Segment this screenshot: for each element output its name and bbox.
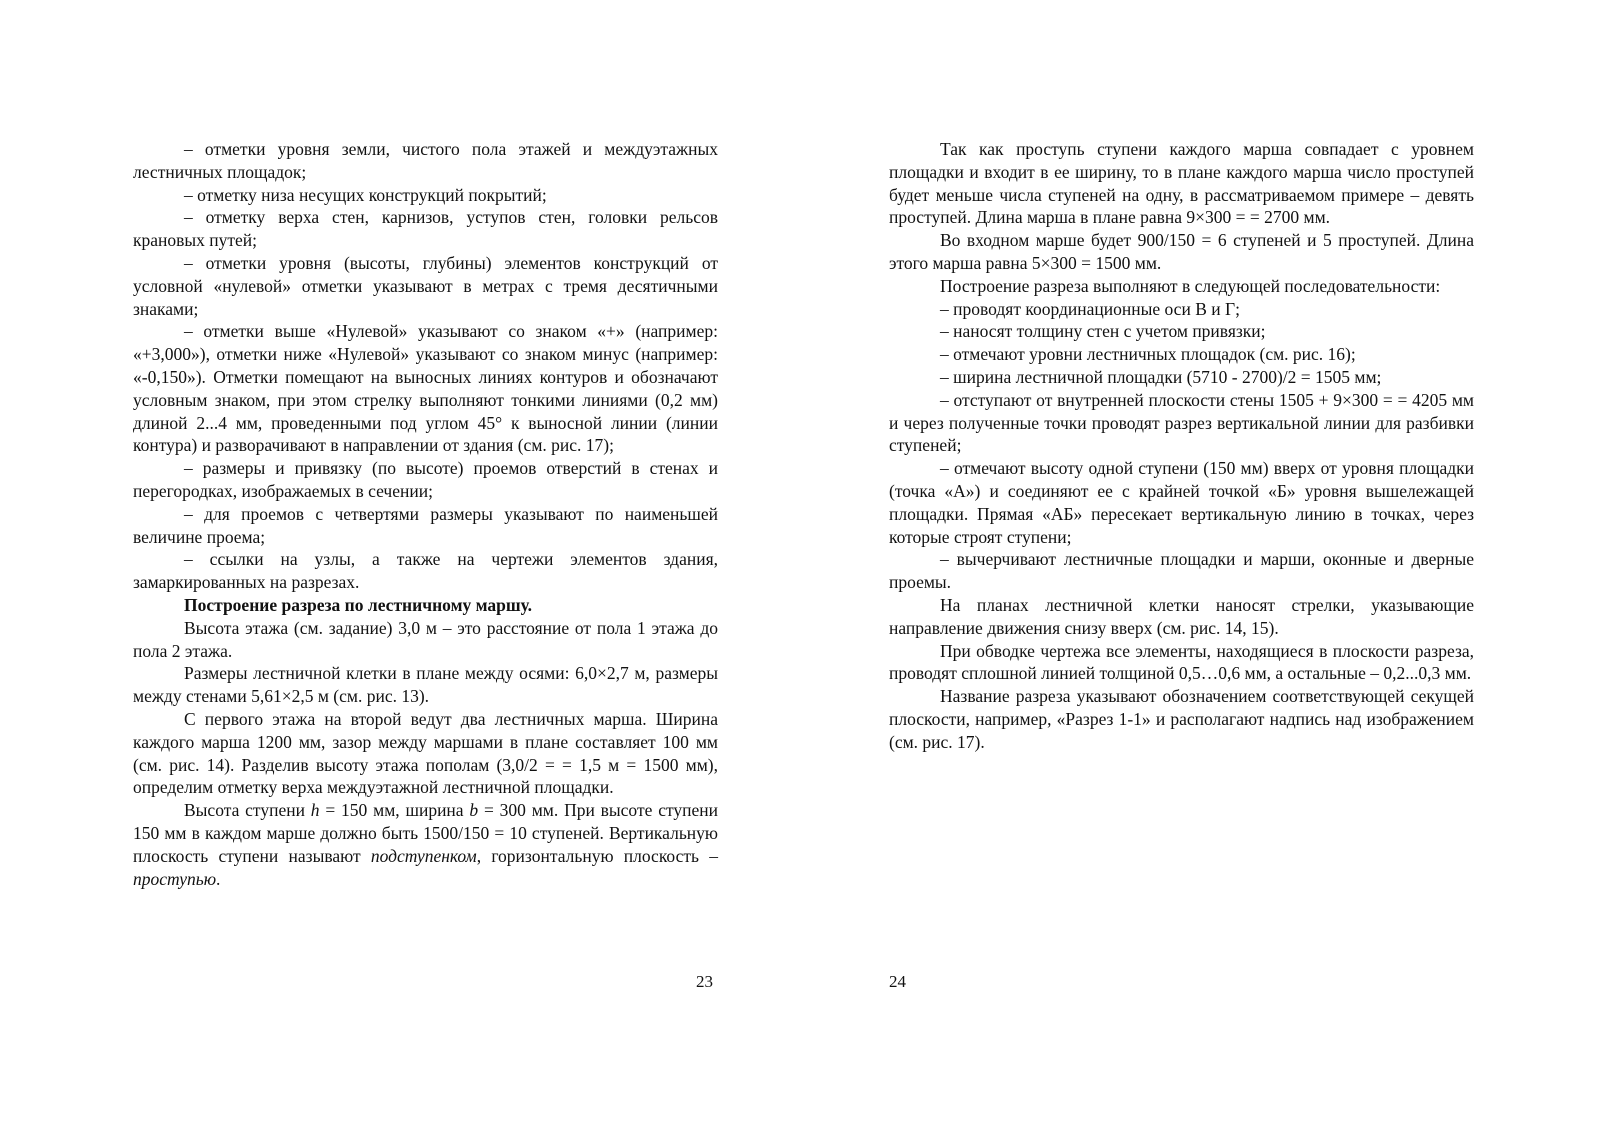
paragraph (133, 799, 718, 890)
paragraph: – для проемов с четвертями размеры указывают по наименьшей величине проема; (133, 503, 718, 547)
paragraph: Название разреза указывают обозначением соответствующей секущей плоскости, например, «Разрез 1-1» и располагают надпись над изображением (см. рис. 17). (889, 686, 1474, 752)
page-number-left: 23 (696, 972, 713, 991)
text-run: = 300 мм. При высоте ступени 150 мм в каждом марше должно быть 1500/150 = 10 ступеней. Вертикальную плоскость ступени называют (133, 800, 718, 866)
list-item: – отмечают высоту одной ступени (150 мм) вверх от уровня площадки (точка «А») и соединяют ее с крайней точкой «Б» уровня вышележащей площадки. Прямая «АБ» пересекает вертикальную линию в точках, через которые строят ступени; (889, 458, 1474, 547)
variable-b: b (469, 800, 479, 821)
list-item: – отступают от внутренней плоскости стены 1505 + 9×300 = = 4205 мм и через полученные точки проводят разрез вертикальной линии для разбивки ступеней; (889, 389, 1474, 456)
paragraph: – размеры и привязку (по высоте) проемов отверстий в стенах и перегородках, изображаемых в сечении; (133, 458, 718, 501)
variable-h: h (310, 800, 320, 821)
text-run: . (216, 868, 221, 889)
paragraph: – отметку верха стен, карнизов, уступов стен, головки рельсов крановых путей; (133, 207, 718, 251)
paragraph: С первого этажа на второй ведут два лестничных марша. Ширина каждого марша 1200 мм, зазор между маршами в плане составляет 100 мм (см. рис. 14). Разделив высоту этажа пополам (3,0/2 = = 1,5 м = 1500 мм), определим отметку верха междуэтажной лестничной площадки. (133, 708, 718, 798)
paragraph: Построение разреза выполняют в следующей последовательности: (940, 275, 1441, 296)
list-item: – наносят толщину стен с учетом привязки; (940, 321, 1266, 342)
term-riser: подступенком (370, 845, 477, 866)
paragraph: При обводке чертежа все элементы, находящиеся в плоскости разреза, проводят сплошной линией толщиной 0,5…0,6 мм, а остальные – 0,2...0,3 мм. (889, 640, 1474, 684)
list-item: – проводят координационные оси В и Г; (940, 298, 1240, 319)
text-run: , горизонтальную плоскость – (476, 845, 719, 866)
list-item: – ширина лестничной площадки (5710 - 2700)/2 = 1505 мм; (940, 366, 1382, 387)
section-heading: Построение разреза по лестничному маршу. (184, 594, 533, 615)
paragraph: Размеры лестничной клетки в плане между осями: 6,0×2,7 м, размеры между стенами 5,61×2,5 м (см. рис. 13). (133, 663, 718, 707)
paragraph: – отметки уровня земли, чистого пола этажей и междуэтажных лестничных площадок; (133, 139, 718, 182)
text-run: = 150 мм, ширина (319, 800, 470, 821)
paragraph: – ссылки на узлы, а также на чертежи элементов здания, замаркированных на разрезах. (133, 549, 718, 593)
paragraph: – отметки выше «Нулевой» указывают со знаком «+» (например: «+3,000»), отметки ниже «Нулевой» указывают со знаком минус (например: «-0,150»). Отметки помещают на выносных линиях контуров и обозначают условным знаком, при этом стрелку выполняют тонкими линиями (0,2 мм) длиной 2...4 мм, проведенными под углом 45° к выносной линии (линии контура) и разворачивают в направлении от здания (см. рис. 17); (133, 321, 718, 456)
text-run: Высота ступени (184, 800, 311, 821)
paragraph: – отметку низа несущих конструкций покрытий; (184, 184, 547, 205)
page-number-right: 24 (889, 972, 906, 991)
paragraph: – отметки уровня (высоты, глубины) элементов конструкций от условной «нулевой» отметки указывают в метрах с тремя десятичными знаками; (133, 252, 718, 319)
list-item: – отмечают уровни лестничных площадок (см. рис. 16); (940, 344, 1356, 365)
paragraph: Высота этажа (см. задание) 3,0 м – это расстояние от пола 1 этажа до пола 2 этажа. (133, 617, 718, 661)
term-tread: проступью (133, 868, 217, 889)
right-page (889, 138, 1474, 754)
paragraph: Так как проступь ступени каждого марша совпадает с уровнем площадки и входит в ее ширину, то в плане каждого марша число проступей будет меньше числа ступеней на одну, в рассматриваемом примере – девять проступей. Длина марша в плане равна 9×300 = = 2700 мм. (889, 139, 1474, 228)
paragraph: Во входном марше будет 900/150 = 6 ступеней и 5 проступей. Длина этого марша равна 5×300 = 1500 мм. (889, 230, 1474, 273)
paragraph: На планах лестничной клетки наносят стрелки, указывающие направление движения снизу вверх (см. рис. 14, 15). (889, 594, 1474, 638)
left-page (133, 138, 718, 890)
list-item: – вычерчивают лестничные площадки и марши, оконные и дверные проемы. (889, 549, 1474, 593)
